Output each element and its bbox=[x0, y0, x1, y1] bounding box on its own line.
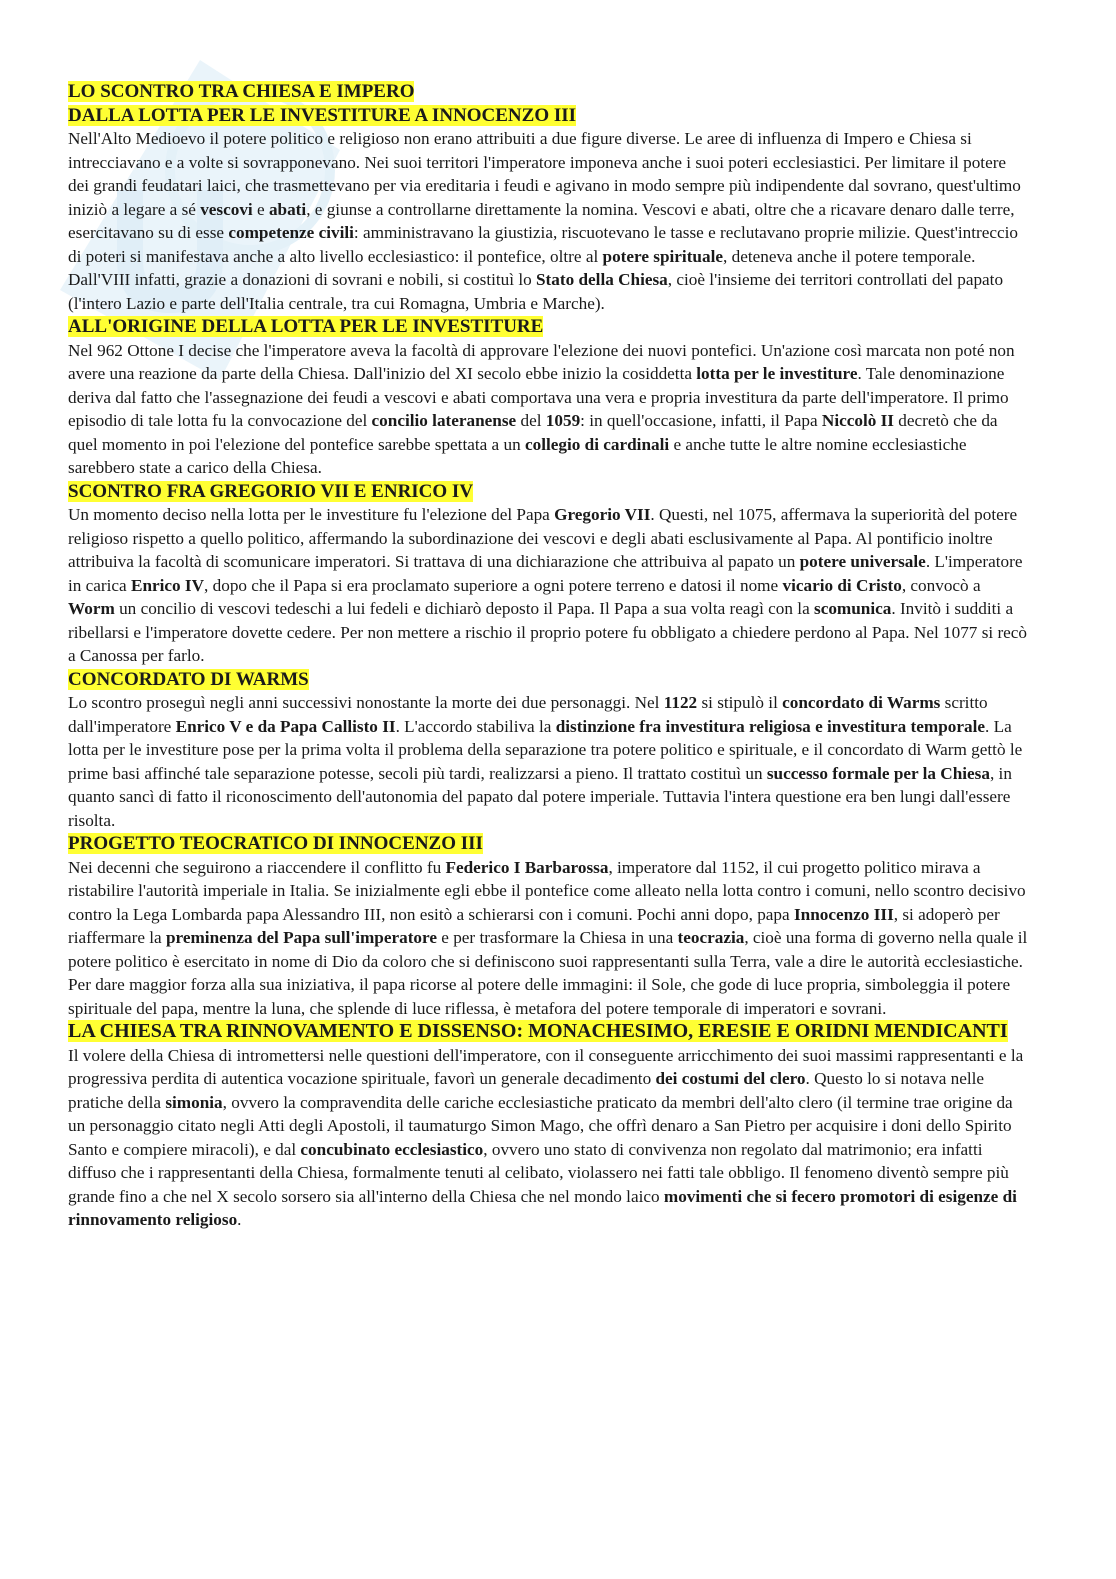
text-run: scritto dall'imperatore bbox=[68, 693, 988, 736]
text-run: e bbox=[252, 199, 269, 219]
bold-term: scomunica bbox=[814, 599, 892, 618]
text-run: , imperatore dal 1152, il cui progetto politico mirava a ristabilire l'autorità imperiale in Italia. Se inizialmente egli ebbe il pontefice come alleato nella lotta contro i comuni, nello scontro decisivo contro la Lega Lombarda papa Alessandro III, non esitò a schierarsi con i comuni. Pochi anni dopo, papa bbox=[68, 857, 1026, 924]
section bbox=[68, 832, 1028, 1020]
bold-term: Federico I Barbarossa bbox=[445, 857, 609, 877]
bold-term: successo formale per la Chiesa bbox=[766, 763, 990, 783]
bold-term: simonia bbox=[165, 1092, 223, 1112]
section-heading bbox=[68, 668, 1028, 692]
text-run: . L'imperatore in carica bbox=[68, 552, 1023, 595]
section-heading bbox=[68, 315, 1028, 339]
text-run: , cioè una forma di governo nella quale il potere politico è esercitato in nome di Dio da coloro che si definiscono suoi rappresentanti sulla Terra, vale a dire le autorità ecclesiastiche. Per dare maggior forza alla sua iniziativa, il papa ricorse al potere delle immagini: il Sole, che gode di luce propria, simboleggia il potere spirituale del papa, mentre la luna, che splende di luce riflessa, è metafora del potere temporale di imperatori e sovrani. bbox=[68, 928, 1028, 1018]
document-page bbox=[68, 80, 1028, 1232]
bold-term: Worm bbox=[68, 599, 115, 618]
highlighted-heading-text: PROGETTO TEOCRATICO DI INNOCENZO III bbox=[68, 833, 483, 854]
text-run: del bbox=[516, 411, 546, 430]
bold-term: Stato della Chiesa bbox=[536, 270, 668, 289]
section-heading bbox=[68, 480, 1028, 504]
text-run: . La lotta per le investiture pose per la prima volta il problema della separazione tra potere politico e spirituale, e il concordato di Warm gettò le prime basi affinché tale separazione potesse, secoli più tardi, realizzarsi a pieno. Il trattato costituì un bbox=[68, 716, 1023, 783]
text-run: . Invitò i sudditi a ribellarsi e l'imperatore dovette cedere. Per non mettere a rischio il proprio potere fu obbligato a chiedere perdono al Papa. Nel 1077 si recò a Canossa per farlo. bbox=[68, 599, 1028, 665]
section-paragraph bbox=[68, 1044, 1028, 1232]
section-heading bbox=[68, 1020, 1028, 1044]
highlighted-heading-text: ALL'ORIGINE DELLA LOTTA PER LE INVESTITURE bbox=[68, 316, 544, 337]
bold-term: concilio lateranense bbox=[371, 411, 517, 430]
bold-term: collegio di cardinali bbox=[524, 434, 670, 454]
text-run: e per trasformare la Chiesa in una bbox=[436, 928, 678, 947]
section bbox=[68, 1020, 1028, 1232]
text-run: , deteneva anche il potere temporale. Dall'VIII infatti, grazie a donazioni di sovrani e nobili, si costituì lo bbox=[68, 246, 976, 289]
text-run: e anche tutte le altre nomine ecclesiastiche sarebbero state a carico della Chiesa. bbox=[68, 434, 967, 477]
text-run: . Questo lo si notava nelle pratiche della bbox=[68, 1069, 985, 1112]
section bbox=[68, 668, 1028, 833]
text-run: decretò che da quel momento in poi l'elezione del pontefice sarebbe spettata a un bbox=[68, 411, 998, 454]
section-paragraph bbox=[68, 691, 1028, 832]
text-run: , si adoperò per riaffermare la bbox=[68, 904, 1000, 947]
highlighted-heading-text: DALLA LOTTA PER LE INVESTITURE A INNOCENZO III bbox=[68, 104, 577, 126]
bold-term: concubinato ecclesiastico bbox=[300, 1139, 484, 1159]
bold-term: teocrazia bbox=[677, 928, 745, 947]
bold-term: potere spirituale bbox=[602, 246, 723, 266]
text-run: , e giunse a controllarne direttamente la nomina. Vescovi e abati, oltre che a ricavare denaro dalle terre, esercitavano su di esse bbox=[68, 199, 1015, 242]
bold-term: Niccolò II bbox=[821, 411, 894, 430]
bold-term: concordato di Warms bbox=[782, 693, 941, 712]
text-run: : in quell'occasione, infatti, il Papa bbox=[580, 411, 822, 430]
text-run: Lo scontro proseguì negli anni successivi nonostante la morte dei due personaggi. Nel bbox=[68, 693, 664, 712]
highlighted-heading-text: LA CHIESA TRA RINNOVAMENTO E DISSENSO: MONACHESIMO, ERESIE E ORIDNI MENDICANTI bbox=[68, 1020, 1008, 1042]
bold-term: distinzione fra investitura religiosa e investitura temporale bbox=[555, 716, 985, 736]
bold-term: dei costumi del clero bbox=[655, 1069, 806, 1088]
bold-term: abati bbox=[268, 199, 307, 219]
text-run: Un momento deciso nella lotta per le investiture fu l'elezione del Papa bbox=[68, 505, 555, 524]
bold-term: 1122 bbox=[663, 693, 698, 712]
highlighted-heading-text: LO SCONTRO TRA CHIESA E IMPERO bbox=[68, 81, 415, 102]
bold-term: vescovi bbox=[200, 199, 253, 219]
bold-term: preminenza del Papa sull'imperatore bbox=[165, 928, 437, 947]
text-run: Nei decenni che seguirono a riaccendere il conflitto fu bbox=[68, 857, 446, 877]
text-run: : amministravano la giustizia, riscuotevano le tasse e reclutavano proprie milizie. Quest'intreccio di poteri si manifestava anche a alto livello ecclesiastico: il pontefice, oltre al bbox=[68, 223, 1019, 266]
text-run: , in quanto sancì di fatto il riconoscimento dell'autonomia del papato dal potere imperiale. Tuttavia l'intera questione era ben lungi dall'essere risolta. bbox=[68, 763, 1012, 830]
section-paragraph bbox=[68, 339, 1028, 480]
highlighted-heading-text: SCONTRO FRA GREGORIO VII E ENRICO IV bbox=[68, 480, 474, 502]
section bbox=[68, 315, 1028, 480]
bold-term: potere universale bbox=[799, 552, 926, 571]
text-run: . bbox=[237, 1210, 242, 1229]
text-run: . Tale denominazione deriva dal fatto che l'assegnazione dei feudi a vescovi e abati comportava una vera e propria investitura da parte dell'imperatore. Il primo episodio di tale lotta fu la convocazione del bbox=[68, 364, 1009, 430]
text-run: , ovvero uno stato di convivenza non regolato dal matrimonio; era infatti diffuso che i rappresentanti della Chiesa, formalmente tenuti al celibato, violassero nei fatti tale obbligo. Il fenomeno diventò sempre più grande fino a che nel X secolo sorsero sia all'interno della Chiesa che nel mondo laico bbox=[68, 1139, 1009, 1206]
text-run: , dopo che il Papa si era proclamato superiore a ogni potere terreno e datosi il nome bbox=[204, 575, 783, 595]
bold-term: Innocenzo III bbox=[793, 904, 894, 924]
text-run: un concilio di vescovi tedeschi a lui fedeli e dichiarò deposto il Papa. Il Papa a sua volta reagì con la bbox=[114, 599, 814, 618]
text-run: Il volere della Chiesa di intromettersi nelle questioni dell'imperatore, con il conseguente arricchimento dei suoi massimi rappresentanti e la progressiva perdita di autentica vocazione spirituale, favorì un generale decadimento bbox=[68, 1045, 1024, 1088]
text-run: , ovvero la compravendita delle cariche ecclesiastiche praticato da membri dell'alto clero (il termine trae origine da un personaggio citato negli Atti degli Apostoli, il taumaturgo Simon Mago, che offrì denaro a San Pietro per acquisire i doni dello Spirito Santo e compiere miracoli), e dal bbox=[68, 1092, 1013, 1159]
text-run: , cioè l'insieme dei territori controllati del papato (l'intero Lazio e parte dell'Italia centrale, tra cui Romagna, Umbria e Marche). bbox=[68, 270, 1004, 313]
section-paragraph bbox=[68, 856, 1028, 1021]
section bbox=[68, 80, 1028, 315]
bold-term: movimenti che si fecero promotori di esigenze di rinnovamento religioso bbox=[68, 1186, 1017, 1229]
text-run: , convocò a bbox=[901, 575, 981, 595]
bold-term: 1059 bbox=[545, 411, 581, 430]
bold-term: lotta per le investiture bbox=[696, 364, 858, 383]
text-run: Nell'Alto Medioevo il potere politico e religioso non erano attribuiti a due figure diverse. Le aree di influenza di Impero e Chiesa si intrecciavano e a volte si sovrapponevano. Nei suoi territori l'imperatore imponeva anche i suoi poteri ecclesiastici. Per limitare il potere dei grandi feudatari laici, che trasmettevano per via ereditaria i feudi e agivano in modo sempre più indipendente dal sovrano, quest'ultimo iniziò a legare a sé bbox=[68, 129, 1021, 219]
section bbox=[68, 480, 1028, 668]
bold-term: Gregorio VII bbox=[554, 505, 651, 524]
section-heading bbox=[68, 104, 1028, 128]
bold-term: Enrico IV bbox=[130, 575, 205, 595]
bold-term: vicario di Cristo bbox=[782, 575, 902, 595]
text-run: si stipulò il bbox=[697, 693, 783, 712]
highlighted-heading-text: CONCORDATO DI WARMS bbox=[68, 668, 309, 690]
text-run: Nel 962 Ottone I decise che l'imperatore aveva la facoltà di approvare l'elezione dei nuovi pontefici. Un'azione così marcata non poté non avere una reazione da parte della Chiesa. Dall'inizio del XI secolo ebbe inizio la cosiddetta bbox=[68, 340, 1015, 383]
section-heading bbox=[68, 80, 1028, 104]
bold-term: Enrico V e da Papa Callisto II bbox=[175, 716, 396, 736]
section-paragraph bbox=[68, 127, 1028, 315]
bold-term: competenze civili bbox=[228, 223, 354, 242]
text-run: . Questi, nel 1075, affermava la superiorità del potere religioso rispetto a quello politico, affermando la subordinazione dei vescovi e degli abati esclusivamente al Papa. Al pontificio inoltre attribuiva la facoltà di scomunicare imperatori. Si trattava di una dichiarazione che attribuiva al papato un bbox=[68, 505, 1018, 571]
section-paragraph bbox=[68, 503, 1028, 668]
section-heading bbox=[68, 832, 1028, 856]
text-run: . L'accordo stabiliva la bbox=[395, 716, 556, 736]
